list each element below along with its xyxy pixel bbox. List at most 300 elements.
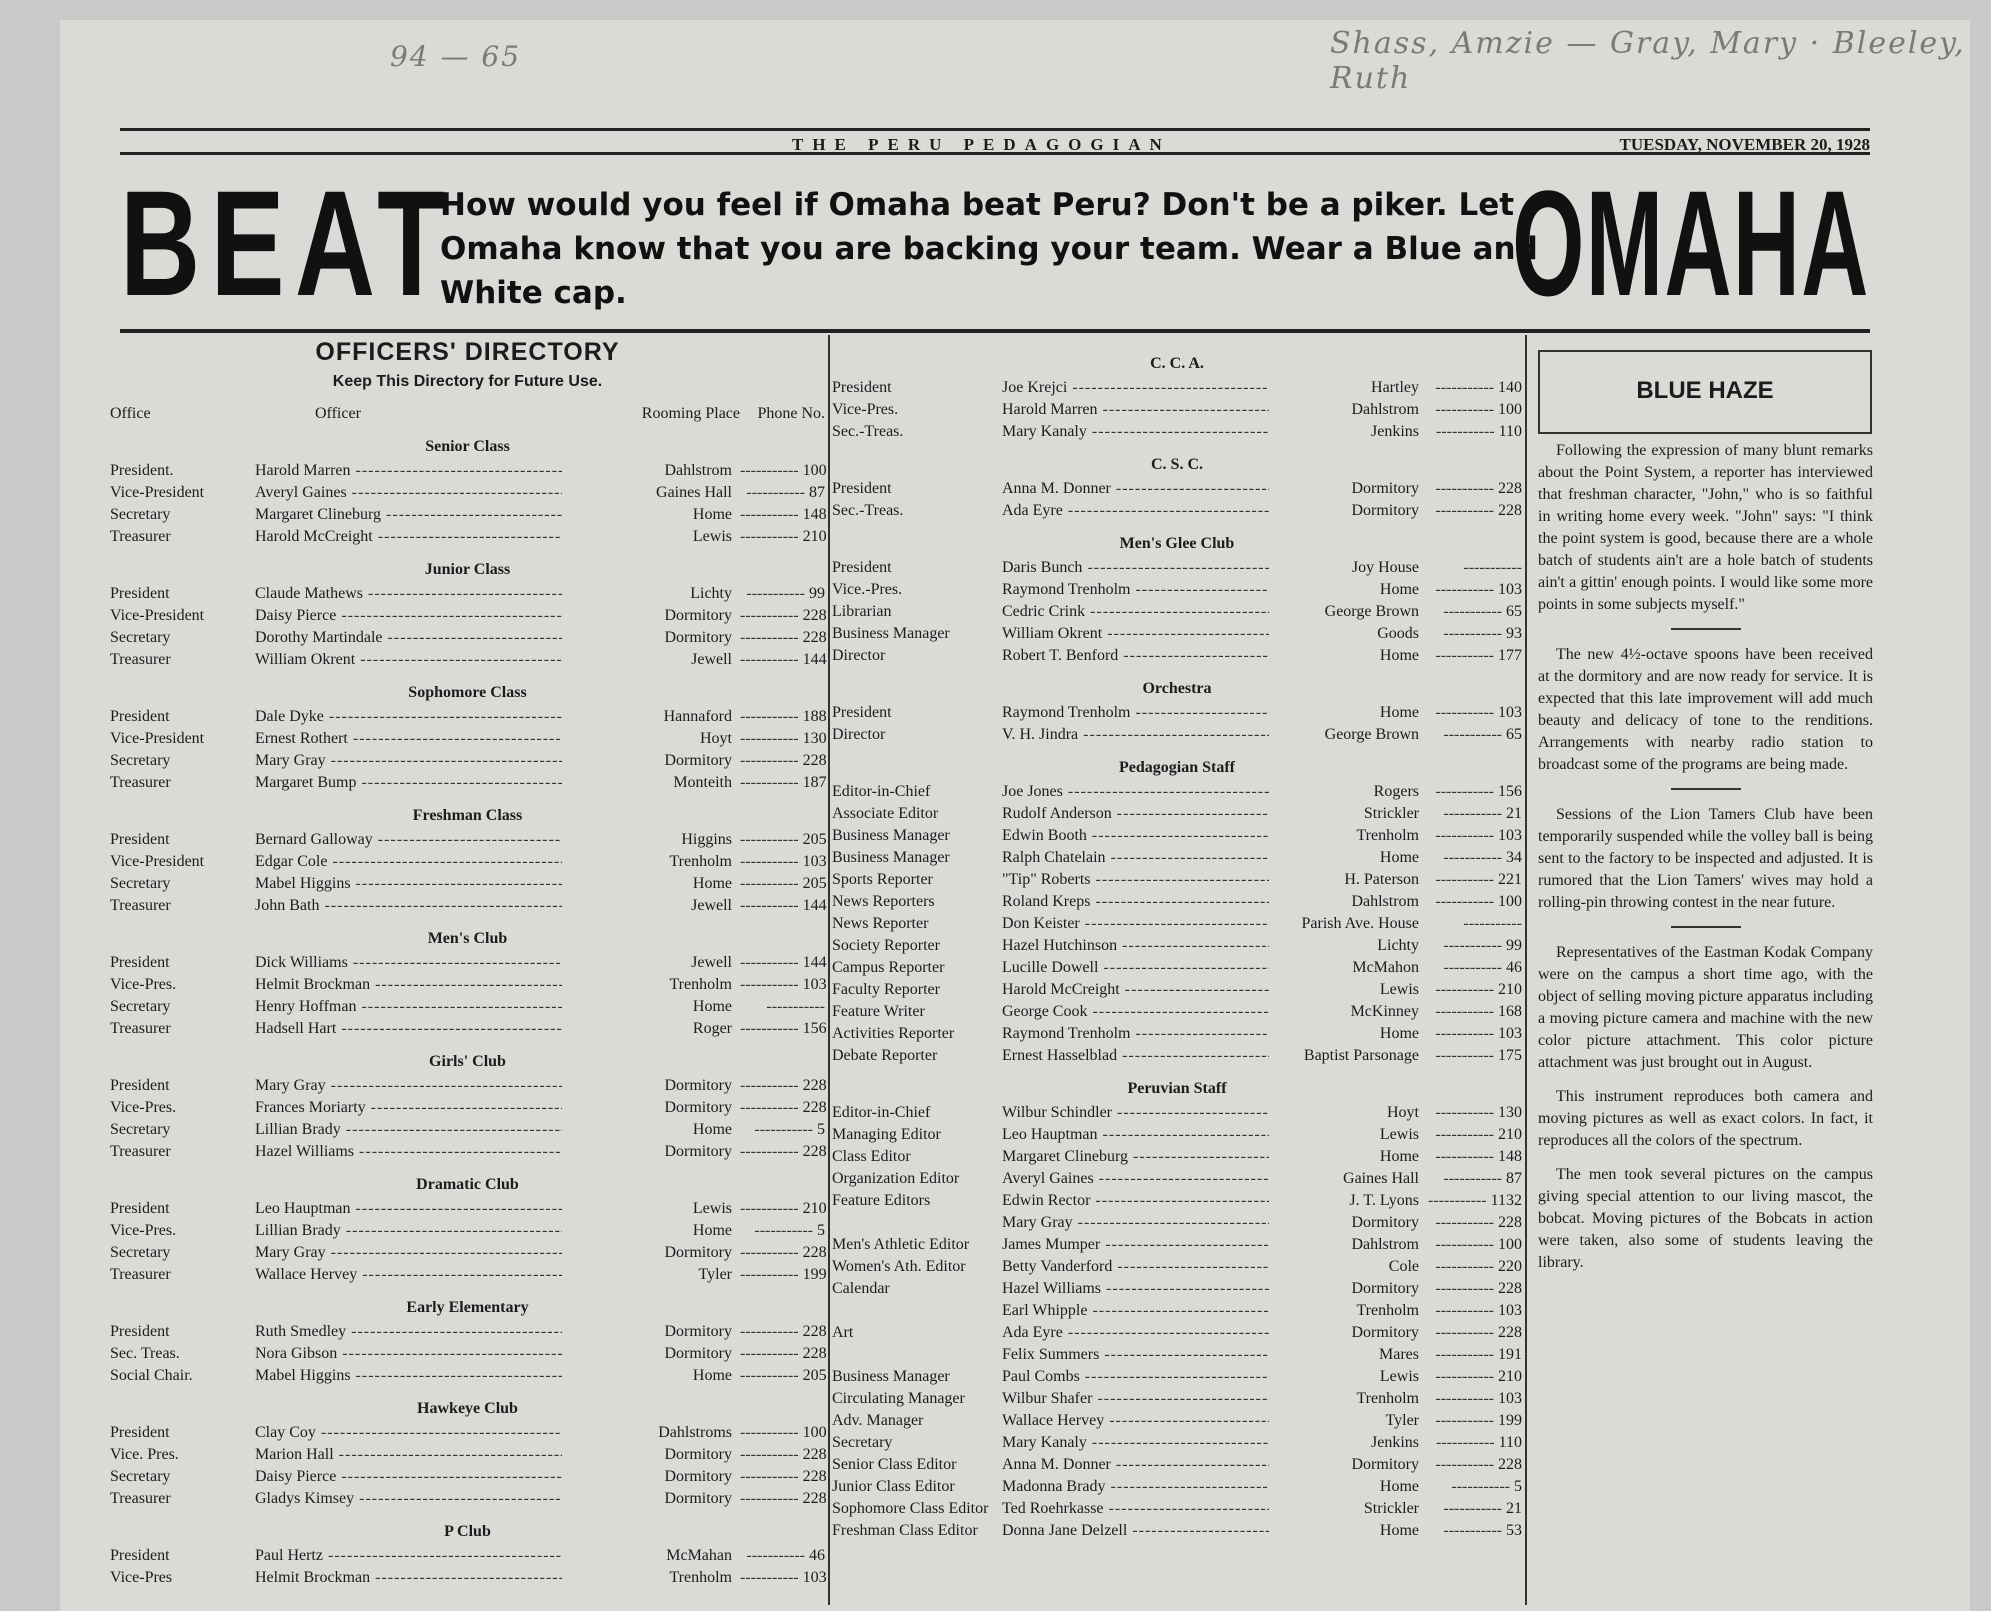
officer-cell: Leo Hauptman -----: [1002, 1126, 1269, 1144]
phone-cell: ----- 5: [740, 1222, 825, 1240]
phone-cell: ----- 228: [740, 1345, 825, 1363]
office-cell: Activities Reporter: [832, 1025, 955, 1042]
directory-row: [832, 1478, 1522, 1500]
phone-cell: ----- 228: [740, 1468, 825, 1486]
blue-haze-paragraph: The new 4½-octave spoons have been received at the dormitory and are now ready for service. It is expected that this late improvement will add much beauty and delicacy of tone to the renditions. Arrangements with nearby radio station to broadcast some of the programs are being made.: [1538, 646, 1873, 773]
directory-section: [110, 1299, 825, 1389]
officer-cell: Frances Moriarty -----: [255, 1099, 562, 1117]
place-cell: Lewis: [1379, 1368, 1419, 1385]
officer-cell: Claude Mathews -----: [255, 585, 562, 603]
directory-row: [832, 1126, 1522, 1148]
phone-cell: ----- 228: [1427, 480, 1522, 498]
directory-row: [832, 1280, 1522, 1302]
phone-cell: ----- 220: [1427, 1258, 1522, 1276]
directory-row: [832, 647, 1522, 669]
directory-row: [110, 1077, 825, 1099]
office-cell: Junior Class Editor: [832, 1478, 955, 1495]
office-cell: Social Chair.: [110, 1367, 193, 1384]
blue-haze-article: [1538, 440, 1873, 1286]
place-cell: Dormitory: [664, 629, 732, 646]
directory-row: [832, 981, 1522, 1003]
banner: [120, 152, 1870, 333]
place-cell: Cole: [1388, 1258, 1419, 1275]
directory-row: [832, 1236, 1522, 1258]
office-cell: Secretary: [110, 1121, 171, 1138]
office-cell: Organization Editor: [832, 1170, 960, 1187]
office-cell: Vice-President: [110, 607, 205, 624]
directory-row: [832, 1346, 1522, 1368]
phone-cell: ----- 228: [740, 1143, 825, 1161]
place-cell: Home: [1379, 1522, 1419, 1539]
paragraph-divider: [1671, 628, 1741, 630]
phone-cell: ----- 228: [1427, 1456, 1522, 1474]
office-cell: Class Editor: [832, 1148, 911, 1165]
officer-cell: Hazel Hutchinson -----: [1002, 937, 1269, 955]
banner-left-word: BEAT: [120, 159, 456, 327]
directory-row: [110, 708, 825, 730]
phone-cell: ----- 191: [1427, 1346, 1522, 1364]
officer-cell: Mary Gray -----: [255, 1244, 562, 1262]
office-cell: Treasurer: [110, 1490, 171, 1507]
phone-cell: ----- 65: [1427, 726, 1522, 744]
place-cell: H. Paterson: [1344, 871, 1419, 888]
place-cell: Lichty: [1377, 937, 1419, 954]
phone-cell: ----- 5: [740, 1121, 825, 1139]
place-cell: Trenholm: [1356, 1302, 1419, 1319]
place-cell: Lewis: [692, 528, 732, 545]
place-cell: Mares: [1379, 1346, 1419, 1363]
directory-row: [110, 1266, 825, 1288]
phone-cell: ----- 130: [1427, 1104, 1522, 1122]
place-cell: Trenholm: [669, 976, 732, 993]
office-cell: Freshman Class Editor: [832, 1522, 978, 1539]
phone-cell: ----- 103: [1427, 1025, 1522, 1043]
phone-cell: ----- 228: [740, 629, 825, 647]
directory-row: [110, 875, 825, 897]
officer-cell: Mabel Higgins -----: [255, 875, 562, 893]
directory-row: [832, 1025, 1522, 1047]
office-cell: Secretary: [110, 752, 171, 769]
officer-cell: Edwin Rector -----: [1002, 1192, 1269, 1210]
place-cell: Lewis: [1379, 1126, 1419, 1143]
phone-cell: ----- 46: [1427, 959, 1522, 977]
officer-cell: "Tip" Roberts -----: [1002, 871, 1269, 889]
office-cell: President: [832, 559, 892, 576]
office-cell: Treasurer: [110, 651, 171, 668]
phone-cell: ----- 144: [740, 897, 825, 915]
phone-cell: ----- 187: [740, 774, 825, 792]
directory-row: [110, 1367, 825, 1389]
directory-row: [832, 1192, 1522, 1214]
officer-cell: Wallace Hervey -----: [1002, 1412, 1269, 1430]
officer-cell: Madonna Brady -----: [1002, 1478, 1269, 1496]
officer-cell: John Bath -----: [255, 897, 562, 915]
directory-section: [832, 456, 1522, 524]
officer-cell: Mary Gray -----: [255, 752, 562, 770]
phone-cell: ----- 205: [740, 831, 825, 849]
directory-row: [832, 726, 1522, 748]
phone-cell: ----- 144: [740, 651, 825, 669]
officer-cell: Paul Combs -----: [1002, 1368, 1269, 1386]
officer-cell: Roland Kreps -----: [1002, 893, 1269, 911]
place-cell: Trenholm: [669, 1569, 732, 1586]
place-cell: Dormitory: [664, 1468, 732, 1485]
left-sections: [110, 438, 825, 1591]
office-cell: Faculty Reporter: [832, 981, 940, 998]
place-cell: Goods: [1377, 625, 1419, 642]
section-title: Junior Class: [424, 561, 511, 578]
officer-cell: Averyl Gaines -----: [255, 484, 562, 502]
phone-cell: ----- 53: [1427, 1522, 1522, 1540]
directory-row: [110, 1099, 825, 1121]
officer-cell: William Okrent -----: [255, 651, 562, 669]
officer-cell: Harold Marren -----: [1002, 401, 1269, 419]
office-cell: News Reporter: [832, 915, 929, 932]
officer-cell: Margaret Clineburg -----: [1002, 1148, 1269, 1166]
officer-cell: Averyl Gaines -----: [1002, 1170, 1269, 1188]
place-cell: Jewell: [691, 651, 732, 668]
place-cell: Home: [692, 1121, 732, 1138]
office-cell: Vice-Pres.: [832, 401, 899, 418]
phone-cell: ----- 87: [1427, 1170, 1522, 1188]
phone-cell: ----- 99: [1427, 937, 1522, 955]
officer-cell: Hazel Williams -----: [255, 1143, 562, 1161]
phone-cell: ----- 221: [1427, 871, 1522, 889]
place-cell: Home: [692, 875, 732, 892]
office-cell: Sec.-Treas.: [832, 502, 904, 519]
place-cell: Trenholm: [1356, 827, 1419, 844]
office-cell: President: [110, 1424, 170, 1441]
phone-cell: ----- 1132: [1427, 1192, 1522, 1210]
officer-cell: Ted Roehrkasse -----: [1002, 1500, 1269, 1518]
place-cell: Tyler: [1385, 1412, 1419, 1429]
officer-cell: Henry Hoffman -----: [255, 998, 562, 1016]
office-cell: Secretary: [110, 998, 171, 1015]
place-cell: Hartley: [1371, 379, 1419, 396]
place-cell: Baptist Parsonage: [1303, 1047, 1419, 1064]
directory-section: [832, 355, 1522, 445]
directory-section: [110, 1523, 825, 1591]
place-cell: Dahlstrom: [1351, 401, 1419, 418]
place-cell: Dormitory: [1351, 502, 1419, 519]
section-title: Freshman Class: [412, 807, 523, 824]
place-cell: Dormitory: [1351, 1280, 1419, 1297]
directory-row: [110, 1222, 825, 1244]
officer-cell: Raymond Trenholm -----: [1002, 1025, 1269, 1043]
directory-row: [110, 976, 825, 998]
office-cell: President: [110, 1200, 170, 1217]
directory-row: [110, 651, 825, 673]
place-cell: Dahlstroms: [658, 1424, 732, 1441]
directory-row: [832, 704, 1522, 726]
phone-cell: ----- 228: [740, 1244, 825, 1262]
place-cell: Dormitory: [1351, 1456, 1419, 1473]
office-cell: Men's Athletic Editor: [832, 1236, 970, 1253]
office-cell: Director: [832, 647, 886, 664]
place-cell: Dormitory: [664, 1446, 732, 1463]
directory-row: [110, 629, 825, 651]
officer-cell: Nora Gibson -----: [255, 1345, 562, 1363]
office-cell: Secretary: [110, 1468, 171, 1485]
directory-row: [110, 1200, 825, 1222]
officer-cell: Dorothy Martindale -----: [255, 629, 562, 647]
officer-cell: Anna M. Donner -----: [1002, 1456, 1269, 1474]
phone-cell: ----- 199: [740, 1266, 825, 1284]
directory-row: [832, 423, 1522, 445]
place-cell: Dormitory: [1351, 1214, 1419, 1231]
directory-row: [110, 1244, 825, 1266]
directory-section: [110, 561, 825, 673]
office-cell: Debate Reporter: [832, 1047, 938, 1064]
officer-cell: Harold McCreight -----: [255, 528, 562, 546]
officer-cell: Ada Eyre -----: [1002, 502, 1269, 520]
phone-cell: ----- 130: [740, 730, 825, 748]
place-cell: Home: [1379, 581, 1419, 598]
officer-cell: Leo Hauptman -----: [255, 1200, 562, 1218]
officer-cell: Raymond Trenholm -----: [1002, 581, 1269, 599]
directory-row: [110, 506, 825, 528]
place-cell: J. T. Lyons: [1349, 1192, 1419, 1209]
blue-haze-paragraph: The men took several pictures on the campus giving special attention to our living mascot, the bobcat. Moving pictures of the Bobcats in action were taken, also some of students leaving the library.: [1538, 1166, 1873, 1271]
place-cell: Hannaford: [663, 708, 732, 725]
middle-sections: [832, 355, 1522, 1544]
place-cell: Lewis: [1379, 981, 1419, 998]
phone-cell: ----- 210: [1427, 1126, 1522, 1144]
blue-haze-paragraph: Sessions of the Lion Tamers Club have been temporarily suspended while the volley ball is being sent to the factory to be inspected and adjusted. It is rumored that the Lion Tamers' wives may hold a rolling-pin throwing contest in the near future.: [1538, 806, 1873, 911]
officer-cell: Robert T. Benford -----: [1002, 647, 1269, 665]
phone-cell: ----- 103: [1427, 704, 1522, 722]
office-cell: Vice-Pres.: [110, 1099, 177, 1116]
phone-cell: ----- 46: [740, 1547, 825, 1565]
office-cell: Sec.-Treas.: [832, 423, 904, 440]
officer-cell: Lillian Brady -----: [255, 1121, 562, 1139]
phone-cell: ----- 5: [1427, 1478, 1522, 1496]
officer-cell: Earl Whipple -----: [1002, 1302, 1269, 1320]
directory-row: [832, 871, 1522, 893]
phone-cell: ----- 228: [1427, 502, 1522, 520]
phone-cell: ----- 103: [1427, 827, 1522, 845]
section-title: Men's Club: [427, 930, 508, 947]
place-cell: McMahon: [1352, 959, 1419, 976]
office-cell: President: [110, 954, 170, 971]
office-cell: President: [832, 379, 892, 396]
officer-cell: Mabel Higgins -----: [255, 1367, 562, 1385]
office-cell: Vice.-Pres.: [832, 581, 903, 598]
place-cell: Jewell: [691, 897, 732, 914]
directory-row: [832, 783, 1522, 805]
office-cell: Feature Writer: [832, 1003, 925, 1020]
directory-section: [832, 759, 1522, 1069]
place-cell: Dormitory: [664, 1490, 732, 1507]
officer-cell: Clay Coy -----: [255, 1424, 562, 1442]
directory-row: [832, 937, 1522, 959]
directory-row: [832, 480, 1522, 502]
directory-row: [110, 1143, 825, 1165]
office-cell: President.: [110, 462, 174, 479]
directory-row: [110, 1424, 825, 1446]
place-cell: Dormitory: [664, 1077, 732, 1094]
office-cell: Secretary: [832, 1434, 893, 1451]
officer-cell: Paul Hertz -----: [255, 1547, 562, 1565]
officer-cell: Mary Kanaly -----: [1002, 423, 1269, 441]
phone-cell: ----- 100: [740, 1424, 825, 1442]
directory-row: [110, 1547, 825, 1569]
section-title: Orchestra: [1142, 680, 1212, 697]
officer-cell: Margaret Clineburg -----: [255, 506, 562, 524]
phone-cell: ----- 199: [1427, 1412, 1522, 1430]
directory-row: [110, 1490, 825, 1512]
directory-row: [110, 831, 825, 853]
office-cell: Women's Ath. Editor: [832, 1258, 966, 1275]
phone-cell: ----- 148: [1427, 1148, 1522, 1166]
place-cell: Parish Ave. House: [1301, 915, 1419, 932]
officer-cell: Lillian Brady -----: [255, 1222, 562, 1240]
directory-row: [110, 774, 825, 796]
blue-haze-header-box: [1538, 350, 1872, 434]
directory-row: [832, 625, 1522, 647]
officer-cell: Dick Williams -----: [255, 954, 562, 972]
place-cell: Home: [692, 506, 732, 523]
place-cell: Roger: [692, 1020, 732, 1037]
phone-cell: ----- 228: [740, 1446, 825, 1464]
directory-row: [110, 607, 825, 629]
directory-section: [110, 438, 825, 550]
phone-cell: ----- 148: [740, 506, 825, 524]
office-cell: Treasurer: [110, 774, 171, 791]
office-cell: News Reporters: [832, 893, 935, 910]
officer-cell: Edwin Booth -----: [1002, 827, 1269, 845]
place-cell: Trenholm: [1356, 1390, 1419, 1407]
place-cell: Home: [692, 1367, 732, 1384]
blue-haze-paragraph: Representatives of the Eastman Kodak Company were on the campus a short time ago, with the object of selling moving picture apparatus including a moving picture camera and machine with the new color picture attachment. This color picture attachment was just brought out in August.: [1538, 944, 1873, 1071]
directory-section: [110, 930, 825, 1042]
directory-row: [832, 915, 1522, 937]
officer-cell: Felix Summers -----: [1002, 1346, 1269, 1364]
paragraph-divider: [1671, 788, 1741, 790]
phone-cell: [1427, 915, 1522, 933]
directory-row: [832, 1324, 1522, 1346]
phone-cell: ----- 228: [740, 607, 825, 625]
phone-cell: ----- 65: [1427, 603, 1522, 621]
office-cell: President: [832, 480, 892, 497]
office-cell: Director: [832, 726, 886, 743]
office-cell: Business Manager: [832, 625, 950, 642]
office-cell: President: [110, 585, 170, 602]
officer-cell: Daisy Pierce -----: [255, 607, 562, 625]
phone-cell: [740, 998, 825, 1016]
section-title: Pedagogian Staff: [1119, 759, 1235, 776]
place-cell: Lewis: [692, 1200, 732, 1217]
phone-cell: ----- 228: [740, 752, 825, 770]
officer-cell: V. H. Jindra -----: [1002, 726, 1269, 744]
section-title: Senior Class: [425, 438, 510, 455]
officer-cell: Margaret Bump -----: [255, 774, 562, 792]
place-cell: Home: [1379, 647, 1419, 664]
officer-cell: Wilbur Shafer -----: [1002, 1390, 1269, 1408]
place-cell: Dahlstrom: [1351, 893, 1419, 910]
directory-row: [832, 1368, 1522, 1390]
directory-middle-column: [832, 344, 1522, 1544]
place-cell: Dormitory: [664, 1143, 732, 1160]
directory-row: [110, 1020, 825, 1042]
officer-cell: Edgar Cole -----: [255, 853, 562, 871]
phone-cell: ----- 100: [1427, 401, 1522, 419]
officer-cell: Marion Hall -----: [255, 1446, 562, 1464]
directory-header-row: [110, 405, 825, 427]
place-cell: Home: [692, 998, 732, 1015]
officer-cell: Ruth Smedley -----: [255, 1323, 562, 1341]
directory-row: [832, 1047, 1522, 1069]
phone-cell: ----- 228: [740, 1077, 825, 1095]
office-cell: Managing Editor: [832, 1126, 941, 1143]
header-phone: Phone No.: [757, 405, 825, 422]
phone-cell: ----- 103: [740, 853, 825, 871]
directory-section: [832, 535, 1522, 669]
phone-cell: ----- 103: [740, 1569, 825, 1587]
directory-row: [110, 853, 825, 875]
officer-cell: Raymond Trenholm -----: [1002, 704, 1269, 722]
phone-cell: ----- 205: [740, 875, 825, 893]
office-cell: Sophomore Class Editor: [832, 1500, 989, 1517]
phone-cell: ----- 93: [1427, 625, 1522, 643]
directory-row: [832, 603, 1522, 625]
phone-cell: [1427, 559, 1522, 577]
phone-cell: ----- 99: [740, 585, 825, 603]
office-cell: Vice-Pres.: [110, 976, 177, 993]
phone-cell: ----- 188: [740, 708, 825, 726]
officer-cell: James Mumper -----: [1002, 1236, 1269, 1254]
phone-cell: ----- 140: [1427, 379, 1522, 397]
directory-row: [832, 827, 1522, 849]
phone-cell: ----- 87: [740, 484, 825, 502]
directory-row: [832, 959, 1522, 981]
paper-name: THE PERU PEDAGOGIAN: [792, 135, 1171, 154]
directory-subtitle: Keep This Directory for Future Use.: [332, 373, 603, 390]
phone-cell: ----- 210: [740, 528, 825, 546]
officer-cell: Mary Gray -----: [255, 1077, 562, 1095]
office-cell: President: [832, 704, 892, 721]
place-cell: Gaines Hall: [656, 484, 732, 501]
place-cell: Higgins: [681, 831, 732, 848]
phone-cell: ----- 103: [1427, 1302, 1522, 1320]
issue-date: TUESDAY, NOVEMBER 20, 1928: [1619, 135, 1870, 154]
column-rule: [1525, 335, 1527, 1605]
office-cell: President: [110, 1323, 170, 1340]
directory-row: [110, 752, 825, 774]
office-cell: Treasurer: [110, 1266, 171, 1283]
office-cell: President: [110, 708, 170, 725]
directory-section: [110, 807, 825, 919]
phone-cell: ----- 156: [740, 1020, 825, 1038]
officer-cell: Daris Bunch -----: [1002, 559, 1269, 577]
office-cell: Campus Reporter: [832, 959, 945, 976]
office-cell: Senior Class Editor: [832, 1456, 957, 1473]
directory-row: [832, 559, 1522, 581]
directory-row: [832, 1214, 1522, 1236]
office-cell: Vice-President: [110, 730, 205, 747]
directory-row: [110, 998, 825, 1020]
directory-row: [832, 893, 1522, 915]
directory-row: [832, 1500, 1522, 1522]
section-title: Sophomore Class: [408, 684, 527, 701]
phone-cell: ----- 100: [740, 462, 825, 480]
officer-cell: Hazel Williams -----: [1002, 1280, 1269, 1298]
place-cell: Jenkins: [1371, 1434, 1419, 1451]
place-cell: Dahlstrom: [664, 462, 732, 479]
place-cell: McKinney: [1350, 1003, 1419, 1020]
phone-cell: ----- 156: [1427, 783, 1522, 801]
office-cell: Sec. Treas.: [110, 1345, 180, 1362]
